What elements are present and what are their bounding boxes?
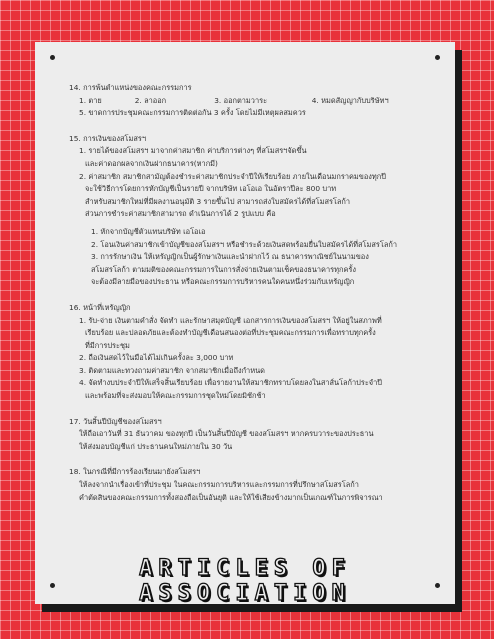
- text-line: สโมสรโลก้า ตามมติของคณะกรรมการในการสั่งจ่ายเงินตามเช็คของธนาคารทุกครั้ง: [91, 264, 356, 274]
- section-title: 14. การพ้นตำแหน่งของคณะกรรมการ: [69, 83, 192, 92]
- text-line: 4. จัดทำงบประจำปีให้เสร็จสิ้นเรียบร้อย เพื่อรายงานให้สมาชิกทราบโดยลงในสาส์นโลก้าประจำปี: [79, 378, 382, 388]
- section-15: [69, 133, 431, 289]
- option: 5. ขาดการประชุมคณะกรรมการติดต่อกัน 3 ครั้ง โดยไม่มีเหตุผลสมควร: [79, 108, 306, 118]
- text-line: และค่าดอกผลจากเงินฝากธนาคาร(หากมี): [85, 158, 218, 168]
- text-line: 1. หักจากบัญชีตัวแทนบริษัท เอโอเอ: [91, 226, 206, 236]
- option: 3. ออกตามวาระ: [214, 95, 268, 105]
- text-line: สำหรับสมาชิกใหม่ที่มีผลงานอนุมัติ 3 รายขึ้นไป สามารถส่งใบสมัครได้ที่สโมสรโลก้า: [85, 196, 351, 206]
- section-title: 15. การเงินของสโมสรฯ: [69, 133, 146, 143]
- section-title: 18. ในกรณีที่มีการร้องเรียนมายังสโมสรฯ: [69, 467, 201, 477]
- section-title: 17. วันสิ้นปีบัญชีของสโมสรฯ: [69, 416, 162, 426]
- text-line: ให้ถือเอาวันที่ 31 ธันวาคม ของทุกปี เป็นวันสิ้นปีบัญชี ของสโมสรฯ หากครบวาระของประธาน: [79, 429, 374, 439]
- pin-hole-top-right: [435, 55, 440, 60]
- option: 1. ตาย: [79, 95, 102, 105]
- document-title: ARTICLES OF ASSOCIATION: [139, 556, 351, 606]
- pin-hole-top-left: [50, 55, 55, 60]
- text-line: ให้ส่งมอบบัญชีแก่ ประธานคนใหม่ภายใน 30 วัน: [79, 441, 233, 451]
- section-14: [69, 82, 431, 120]
- text-line: ส่วนการชำระค่าสมาชิกสามารถ ดำเนินการได้ 2 รูปแบบ คือ: [85, 209, 276, 219]
- text-line: และพร้อมที่จะส่งมอบให้คณะกรรมการชุดใหม่โดยมิชักช้า: [85, 391, 266, 401]
- text-line: 1. รายได้ของสโมสรฯ มาจากค่าสมาชิก ค่าบริการต่างๆ ที่สโมสรฯจัดขึ้น: [79, 146, 307, 156]
- document-sheet: [35, 42, 455, 604]
- section-title: 16. หน้าที่เหรัญญิก: [69, 302, 131, 312]
- document-body: [69, 82, 431, 517]
- text-line: 1. รับ-จ่าย เงินตามคำสั่ง จัดทำ และรักษาสมุดบัญชี เอกสารการเงินของสโมสรฯ ให้อยู่ในสภาพที่: [79, 315, 382, 325]
- text-line: จะต้องมีลายมือของประธาน หรือคณะกรรมการบริหารคนใดคนหนึ่งร่วมกับเหรัญญิก: [91, 277, 355, 287]
- option: 4. หมดสัญญากับบริษัทฯ: [311, 95, 389, 105]
- text-line: ที่มีการประชุม: [85, 340, 130, 350]
- text-line: คำตัดสินของคณะกรรมการทั้งสองถือเป็นอันยุติ และให้ใช้เสียงข้างมากเป็นเกณฑ์ในการพิจารณา: [79, 492, 383, 502]
- text-line: จะใช้วิธีการโดยการหักบัญชีเป็นรายปี จากบริษัท เอโอเอ ในอัตราปีละ 800 บาท: [85, 184, 337, 194]
- termination-options: [69, 95, 431, 108]
- text-line: เรียบร้อย และปลอดภัยและต้องทำบัญชีเดือนสนองต่อที่ประชุมคณะกรรมการเพื่อทราบทุกครั้ง: [85, 328, 376, 338]
- section-18: [69, 466, 431, 504]
- text-line: ให้ลงจากนำเรื่องเข้าที่ประชุม ในคณะกรรมการบริหารและกรรมการที่ปรึกษาสโมสรโลก้า: [79, 480, 359, 490]
- text-line: 2. ค่าสมาชิก สมาชิกสามัญต้องชำระค่าสมาชิกประจำปีให้เรียบร้อย ภายในเดือนมกราคมของทุกปี: [79, 171, 386, 181]
- text-line: 2. โอนเงินค่าสมาชิกเข้าบัญชีของสโมสรฯ หรือชำระด้วยเงินสดพร้อมยื่นใบสมัครได้ที่สโมสรโลก้า: [91, 239, 397, 249]
- text-line: 2. ถือเงินสดไว้ในมือได้ไม่เกินครั้งละ 3,000 บาท: [79, 353, 234, 363]
- text-line: 3. ติดตามและทวงถามค่าสมาชิก จากสมาชิกเมื่อถึงกำหนด: [79, 365, 265, 375]
- option: 2. ลาออก: [134, 95, 167, 105]
- text-line: 3. การรักษาเงิน ให้เหรัญญิกเป็นผู้รักษาเงินและนำฝากไว้ ณ ธนาคารพาณิชย์ในนามของ: [91, 252, 369, 262]
- section-17: [69, 416, 431, 454]
- section-16: [69, 302, 431, 403]
